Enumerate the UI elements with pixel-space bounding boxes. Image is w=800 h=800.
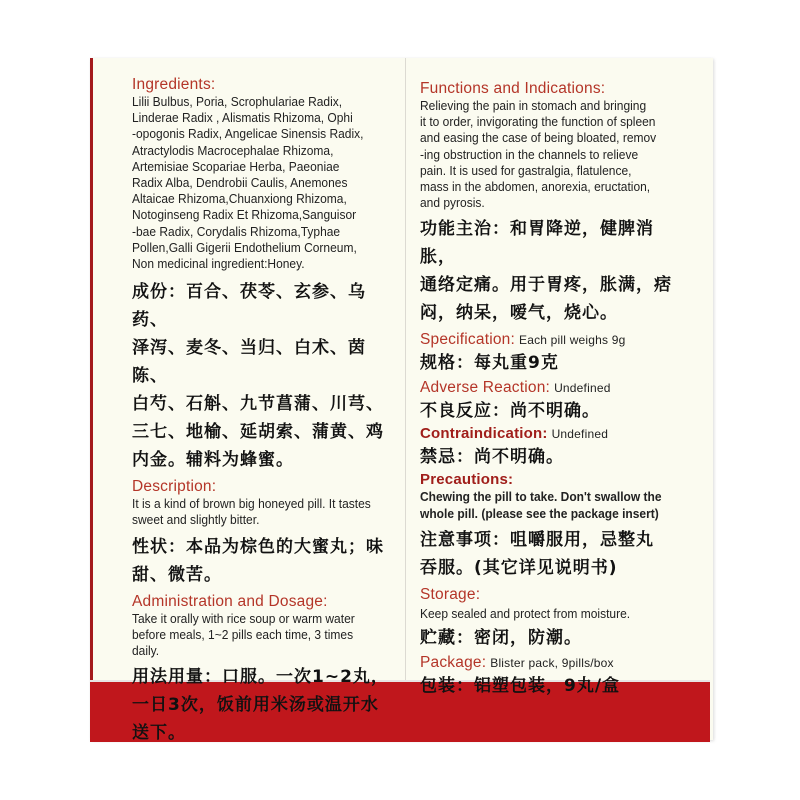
package-cn: 包装：铝塑包装，9丸/盒 bbox=[420, 676, 621, 697]
precautions-heading: Precautions: bbox=[420, 471, 514, 489]
dosage-heading: Administration and Dosage: bbox=[132, 592, 328, 610]
contraindication-value: Undefined bbox=[551, 427, 609, 442]
ingredients-line: Pollen,Galli Gigerii Endothelium Corneum, bbox=[132, 240, 357, 256]
contraindication-heading bbox=[420, 425, 688, 443]
contraindication-cn: 禁忌：尚不明确。 bbox=[420, 447, 564, 468]
functions-cn bbox=[420, 215, 688, 327]
functions-line: and pyrosis. bbox=[420, 195, 485, 211]
functions-heading: Functions and Indications: bbox=[420, 80, 606, 97]
right-column bbox=[420, 80, 688, 700]
dosage-line: before meals, 1~2 pills each time, 3 times bbox=[132, 627, 354, 643]
specification-cn: 规格：每丸重9克 bbox=[420, 353, 559, 374]
description-cn-line: 甜、微苦。 bbox=[132, 564, 222, 585]
precautions-cn bbox=[420, 526, 688, 582]
ingredients-line: Linderae Radix , Alismatis Rhizoma, Ophi bbox=[132, 110, 353, 126]
functions-text bbox=[420, 98, 688, 211]
ingredients-line: Atractylodis Macrocephalae Rhizoma, bbox=[132, 143, 334, 158]
specification-label: Specification: bbox=[420, 331, 515, 349]
ingredients-line: Radix Alba, Dendrobii Caulis, Anemones bbox=[132, 175, 348, 191]
ingredients-text bbox=[132, 94, 394, 272]
ingredients-line: Notoginseng Radix Et Rhizoma,Sanguisor bbox=[132, 208, 357, 223]
storage-line: Keep sealed and protect from moisture. bbox=[420, 606, 631, 622]
functions-line: it to order, invigorating the function of spleen bbox=[420, 114, 656, 130]
contraindication-label: Contraindication: bbox=[420, 425, 548, 443]
specification-value: Each pill weighs 9g bbox=[519, 333, 626, 348]
storage-heading: Storage: bbox=[420, 585, 481, 603]
dosage-line: Take it orally with rice soup or warm water bbox=[132, 611, 355, 626]
adverse-label: Adverse Reaction: bbox=[420, 379, 551, 397]
functions-line: Relieving the pain in stomach and bringing bbox=[420, 98, 647, 114]
ingredients-cn bbox=[132, 278, 394, 474]
functions-line: and easing the case of being bloated, remov bbox=[420, 131, 657, 146]
precautions-cn-line: 吞服。(其它详见说明书) bbox=[420, 557, 618, 578]
precautions-text bbox=[420, 489, 688, 521]
adverse-value: Undefined bbox=[554, 381, 611, 396]
precautions-line: whole pill. (please see the package insert) bbox=[420, 506, 659, 521]
specification-heading bbox=[420, 331, 688, 349]
dosage-cn-line: 用法用量：口服。一次1~2丸， bbox=[132, 667, 389, 688]
functions-cn-line: 通络定痛。用于胃疼，胀满，痞 bbox=[420, 275, 672, 296]
ingredients-cn-line: 内金。辅料为蜂蜜。 bbox=[132, 450, 294, 471]
ingredients-line: Altaicae Rhizoma,Chuanxiong Rhizoma, bbox=[132, 191, 347, 207]
package-label: Package: bbox=[420, 654, 487, 672]
description-cn-line: 性状：本品为棕色的大蜜丸；味 bbox=[132, 536, 384, 557]
adverse-cn: 不良反应：尚不明确。 bbox=[420, 401, 600, 422]
description-cn bbox=[132, 533, 394, 589]
ingredients-cn-line: 泽泻、麦冬、当归、白术、茵陈、 bbox=[132, 338, 366, 387]
ingredients-cn-line: 三七、地榆、延胡索、蒲黄、鸡 bbox=[132, 422, 384, 443]
ingredients-line: Non medicinal ingredient:Honey. bbox=[132, 256, 305, 272]
dosage-cn-line: 送下。 bbox=[132, 723, 186, 744]
column-divider bbox=[405, 58, 406, 680]
ingredients-line: Artemisiae Scopariae Herba, Paeoniae bbox=[132, 159, 340, 175]
description-text bbox=[132, 496, 394, 528]
description-line: sweet and slightly bitter. bbox=[132, 513, 260, 528]
storage-cn: 贮藏：密闭，防潮。 bbox=[420, 628, 582, 649]
ingredients-cn-line: 成份：百合、茯苓、玄参、乌药、 bbox=[132, 282, 366, 331]
ingredients-cn-line: 白芍、石斛、九节菖蒲、川芎、 bbox=[132, 394, 384, 415]
dosage-cn-line: 一日3次，饭前用米汤或温开水 bbox=[132, 695, 379, 716]
package-value: Blister pack, 9pills/box bbox=[490, 656, 614, 671]
functions-cn-line: 功能主治：和胃降逆，健脾消胀， bbox=[420, 219, 654, 268]
functions-cn-line: 闷，纳呆，嗳气，烧心。 bbox=[420, 303, 618, 324]
left-column bbox=[132, 76, 394, 751]
functions-line: mass in the abdomen, anorexia, eructation, bbox=[420, 179, 651, 195]
precautions-line: Chewing the pill to take. Don't swallow the bbox=[420, 490, 662, 505]
precautions-cn-line: 注意事项：咀嚼服用，忌整丸 bbox=[420, 529, 654, 550]
functions-line: pain. It is used for gastralgia, flatulence, bbox=[420, 163, 632, 179]
dosage-line: daily. bbox=[132, 643, 160, 659]
adverse-heading bbox=[420, 379, 688, 397]
functions-line: -ing obstruction in the channels to relieve bbox=[420, 147, 639, 162]
ingredients-heading: Ingredients: bbox=[132, 76, 216, 93]
ingredients-line: Lilii Bulbus, Poria, Scrophulariae Radix, bbox=[132, 94, 343, 110]
description-line: It is a kind of brown big honeyed pill. It tastes bbox=[132, 496, 371, 512]
ingredients-line: -bae Radix, Corydalis Rhizoma,Typhae bbox=[132, 224, 341, 239]
ingredients-line: -opogonis Radix, Angelicae Sinensis Radix, bbox=[132, 127, 364, 142]
dosage-text bbox=[132, 611, 394, 660]
dosage-cn bbox=[132, 663, 394, 747]
package-heading bbox=[420, 654, 688, 672]
description-heading: Description: bbox=[132, 478, 217, 496]
